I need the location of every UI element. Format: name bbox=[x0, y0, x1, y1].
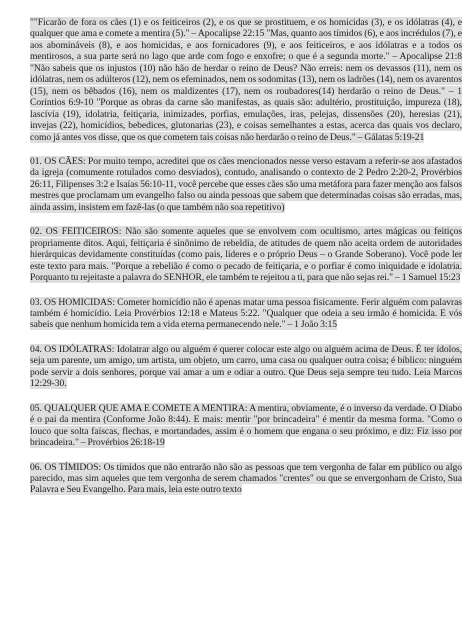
paragraph-text: 05. QUALQUER QUE AMA E COMETE A MENTIRA: A mentira, obviamente, é o inverso da verdade. O Diabo é o pai da mentira (Conforme João 8:44). E mais: mentir "por brincadeira" é mentir da mesma forma. "Como o louco que solta faíscas, flechas, e mortandades, assim é o homem que engana o seu próximo, e diz: Fiz isso por brincadeira." – Provérbios 26:18-19 bbox=[30, 402, 462, 449]
section-timidos bbox=[30, 462, 462, 496]
paragraph-text: ""Ficarão de fora os cães (1) e os feiticeiros (2), e os que se prostituem, e os homicidas (3), e os idólatras (4), e qualquer que ama e comete a mentira (5)." – Apocalipse 22:15 "Mas, quanto aos tímidos (6), e aos incrédulos (7), e aos abomináveis (8), e aos homicidas, e aos fornicadores (9), e aos feiticeiros, e aos idólatras e a todos os mentirosos, a sua parte será no lago que arde com fogo e enxofre; o que é a segunda morte." – Apocalipse 21:8 "Não sabeis que os injustos (10) não hão de herdar o reino de Deus? Não erreis: nem os devassos (11), nem os idólatras, nem os adúlteros (12), nem os efeminados, nem os sodomitas (13), nem os ladrões (14), nem os avarentos (15), nem os bêbados (16), nem os maldizentes (17), nem os roubadores(14) herdarão o reino de Deus." – 1 Coríntios 6:9-10 "Porque as obras da carne são manifestas, as quais são: adultério, prostituição, impureza (18), lascívia (19), idolatria, feitiçaria, inimizades, porfias, emulações, iras, pelejas, dissensões (20), heresias (21), invejas (22), homicídios, bebedices, glutonarias (23), e coisas semelhantes a estas, acerca das quais vos declaro, como já antes vos disse, que os que cometem tais coisas não herdarão o reino de Deus." – Gálatas 5:19-21 bbox=[30, 17, 462, 143]
section-idolatras bbox=[30, 344, 462, 390]
section-feiticeiros bbox=[30, 226, 462, 283]
paragraph-text: 02. OS FEITICEIROS: Não são somente aqueles que se envolvem com ocultismo, artes mágicas ou feitiços propriamente ditos. Aqui, feitiçaria é sinônimo de rebeldia, de atitudes de quem não aceita ordem de autoridades hierárquicas devidamente constituídas (como pais, líderes e o próprio Deus – o Grande Soberano). Você pode ler este texto para mais. "Porque a rebelião é como o pecado de feitiçaria, e o porfiar é como iniquidade e idolatria. Porquanto tu rejeitaste a palavra do SENHOR, ele também te rejeitou a ti, para que não sejas rei." – 1 Samuel 15:23 bbox=[30, 226, 462, 284]
paragraph-text: 04. OS IDÓLATRAS: Idolatrar algo ou alguém é querer colocar este algo ou alguém acima de Deus. É ter ídolos, seja um parente, um amigo, um artista, um objeto, um carro, uma casa ou qualquer outra coisa; é bíblico: ninguém pode servir a dois senhores, porque vai amar a um e odiar a outro. Que Deus seja sempre teu tudo. Leia Marcos 12:29-30. bbox=[30, 343, 462, 390]
paragraph-text: 06. OS TÍMIDOS: Os tímidos que não entrarão não são as pessoas que tem vergonha de falar em público ou algo parecido, mas sim aqueles que tem vergonha de serem chamados "crentes" ou que se envergonham de Cristo, Sua Palavra e Seu Evangelho. Para mais, leia este outro texto bbox=[30, 461, 462, 496]
paragraph-text: 03. OS HOMICIDAS: Cometer homicídio não é apenas matar uma pessoa fisicamente. Ferir alguém com palavras também é homicídio. Leia Provérbios 12:18 e Mateus 5:22. "Qualquer que odeia a seu irmão é homicida. E vós sabeis que nenhum homicida tem a vida eterna permanecendo nele." – 1 João 3:15 bbox=[30, 296, 462, 331]
scripture-quotes-paragraph bbox=[30, 17, 462, 143]
section-homicidas bbox=[30, 297, 462, 331]
section-caes bbox=[30, 156, 462, 213]
paragraph-text: 01. OS CÃES: Por muito tempo, acreditei que os cães mencionados nesse verso estavam a referir-se aos afastados da igreja (comumente rotulados como desviados), contudo, analisando o contexto de 2 Pedro 2:20-2, Provérbios 26:11, Filipenses 3:2 e Isaías 56:10-11, você percebe que esses cães são uma metáfora para fazer menção aos falsos mestres que proclamam um evangelho falso ou ainda pessoas que sabem que determinadas coisas são erradas, mas, ainda assim, insistem em fazê-las (o que também não soa repetitivo) bbox=[30, 155, 462, 213]
section-mentira bbox=[30, 403, 462, 449]
